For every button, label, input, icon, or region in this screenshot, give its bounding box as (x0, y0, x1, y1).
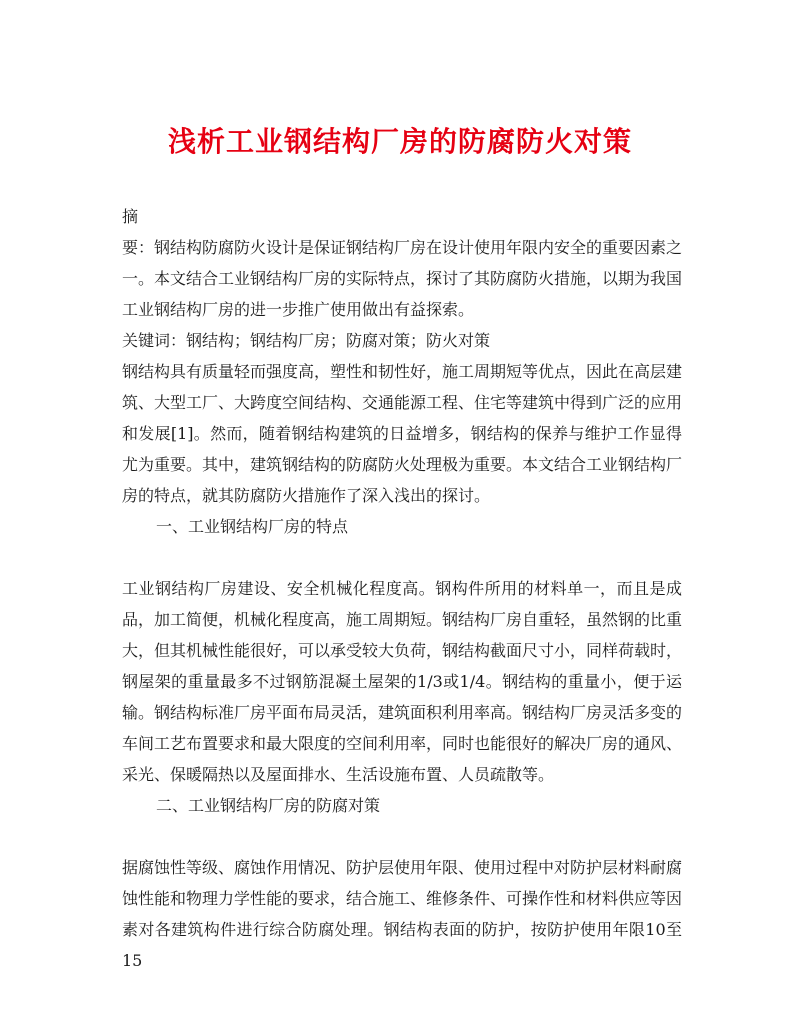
section-heading-2: 二、工业钢结构厂房的防腐对策 (156, 796, 381, 815)
intro-paragraph: 钢结构具有质量轻而强度高，塑性和韧性好，施工周期短等优点，因此在高层建筑、大型工厂、大跨度空间结构、交通能源工程、住宅等建筑中得到广泛的应用和发展[1]。然而，随着钢结构建筑的日益增多，钢结构的保养与维护工作显得尤为重要。其中，建筑钢结构的防腐防火处理极为重要。本文结合工业钢结构厂房的特点，就其防腐防火措施作了深入浅出的探讨。 (122, 362, 683, 505)
abstract-paragraph: 要：钢结构防腐防火设计是保证钢结构厂房在设计使用年限内安全的重要因素之一。本文结合工业钢结构厂房的实际特点，探讨了其防腐防火措施，以期为我国工业钢结构厂房的进一步推广使用做出有益探索。 (122, 238, 683, 319)
section-paragraph-1: 工业钢结构厂房建设、安全机械化程度高。钢构件所用的材料单一，而且是成品，加工简便，机械化程度高，施工周期短。钢结构厂房自重轻，虽然钢的比重大，但其机械性能很好，可以承受较大负荷，钢结构截面尺寸小，同样荷载时，钢屋架的重量最多不过钢筋混凝土屋架的1/3或1/4。钢结构的重量小，便于运输。钢结构标准厂房平面布局灵活，建筑面积利用率高。钢结构厂房灵活多变的车间工艺布置要求和最大限度的空间利用率，同时也能很好的解决厂房的通风、采光、保暖隔热以及屋面排水、生活设施布置、人员疏散等。 (122, 579, 683, 784)
section-paragraph-2: 据腐蚀性等级、腐蚀作用情况、防护层使用年限、使用过程中对防护层材料耐腐蚀性能和物理力学性能的要求，结合施工、维修条件、可操作性和材料供应等因素对各建筑构件进行综合防腐处理。钢结构表面的防护，按防护使用年限10至15 (122, 858, 683, 970)
blank-line (122, 542, 682, 573)
section-heading-1: 一、工业钢结构厂房的特点 (156, 517, 349, 536)
blank-line (122, 821, 682, 852)
abstract-heading: 摘 (122, 207, 139, 226)
document-body (122, 201, 682, 976)
keywords-line: 关键词：钢结构；钢结构厂房；防腐对策；防火对策 (122, 331, 491, 350)
document-title: 浅析工业钢结构厂房的防腐防火对策 (167, 124, 632, 158)
